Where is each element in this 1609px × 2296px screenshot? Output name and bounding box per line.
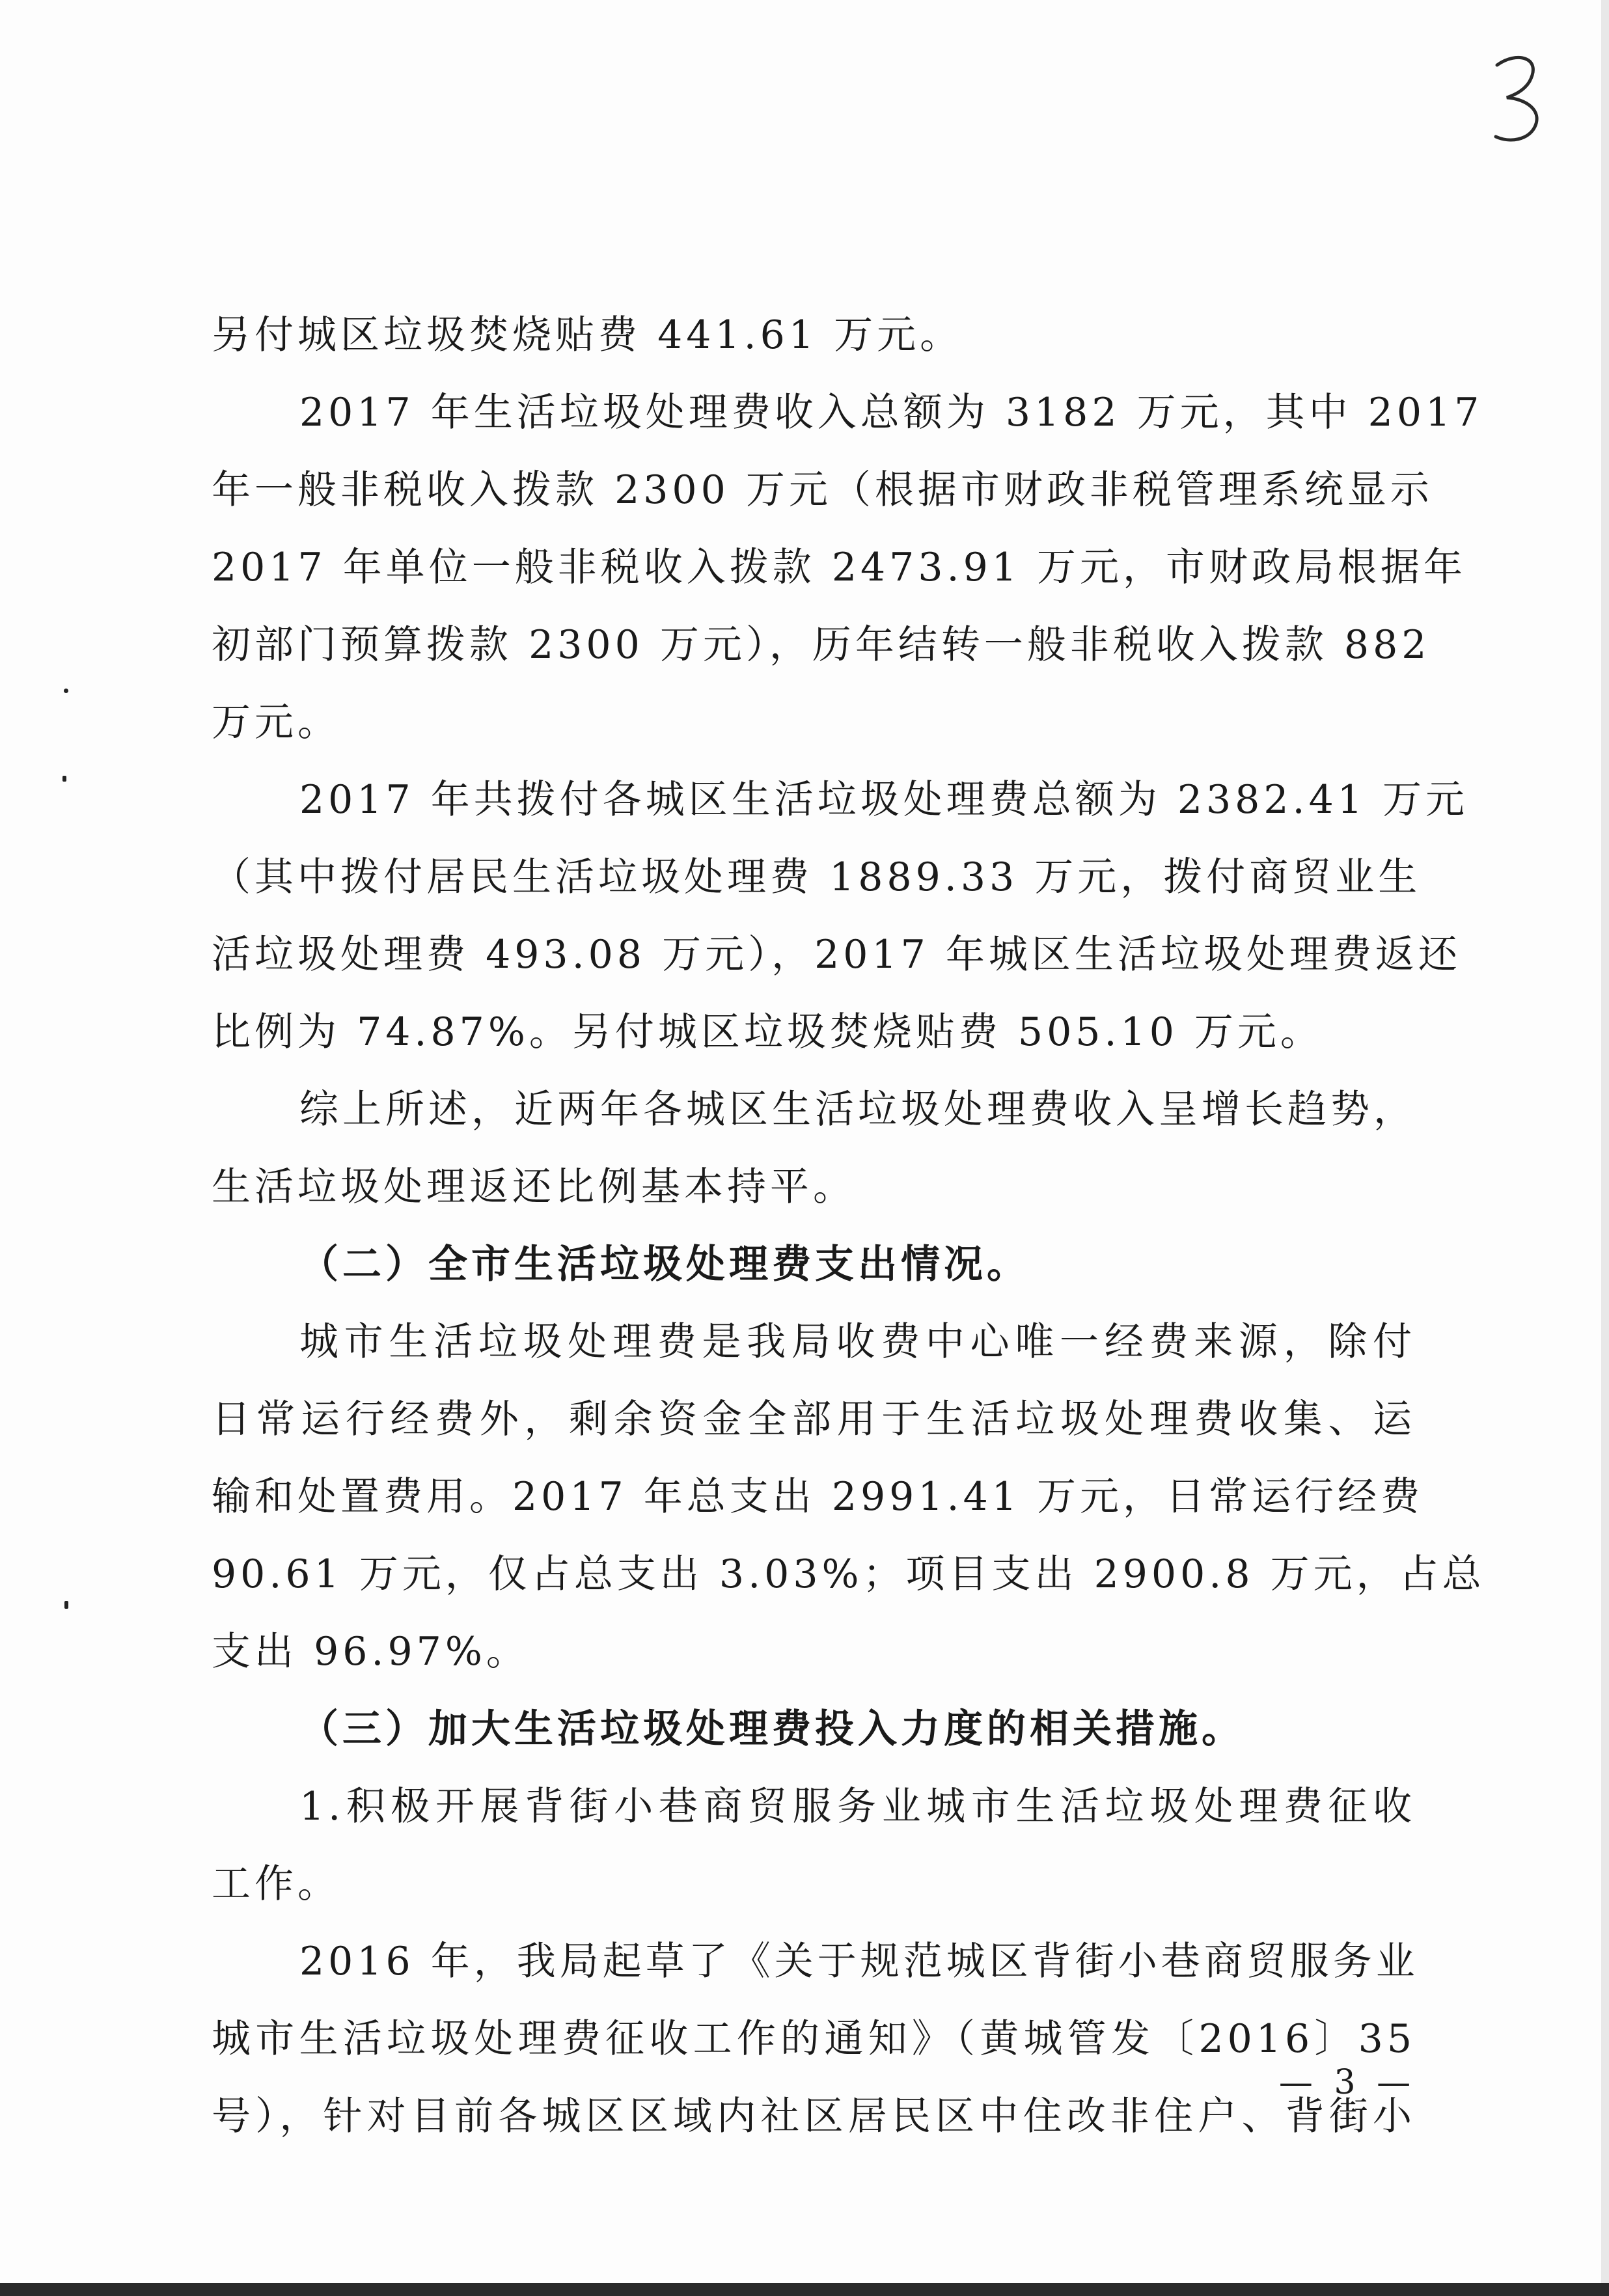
page-number: — 3 — — [1278, 2063, 1416, 2102]
paragraph-line: 2017 年生活垃圾处理费收入总额为 3182 万元，其中 2017 — [299, 390, 1483, 435]
paragraph-line: 比例为 74.87%。另付城区垃圾焚烧贴费 505.10 万元。 — [212, 1009, 1323, 1055]
paragraph-line: 日常运行经费外，剩余资金全部用于生活垃圾处理费收集、运 — [212, 1397, 1416, 1442]
paragraph-line: 输和处置费用。2017 年总支出 2991.41 万元，日常运行经费 — [212, 1474, 1424, 1520]
paragraph-line: （其中拨付居民生活垃圾处理费 1889.33 万元，拨付商贸业生 — [212, 854, 1422, 900]
paragraph-line: 另付城区垃圾焚烧贴费 441.61 万元。 — [212, 312, 963, 358]
scan-speck — [64, 689, 68, 693]
paragraph-line: 号），针对目前各城区区域内社区居民区中住改非住户、背街小 — [212, 2094, 1416, 2139]
paragraph-line: 2016 年，我局起草了《关于规范城区背街小巷商贸服务业 — [299, 1939, 1419, 1984]
paragraph-line: 万元。 — [212, 700, 340, 745]
paragraph-line: 活垃圾处理费 493.08 万元），2017 年城区生活垃圾处理费返还 — [212, 932, 1461, 977]
paragraph-line: 初部门预算拨款 2300 万元），历年结转一般非税收入拨款 882 — [212, 622, 1431, 668]
paragraph-line: 工作。 — [212, 1861, 340, 1907]
paragraph-line: 城市生活垃圾处理费是我局收费中心唯一经费来源，除付 — [299, 1319, 1416, 1365]
section-heading: （三）加大生活垃圾处理费投入力度的相关措施。 — [299, 1706, 1245, 1752]
handwritten-page-mark — [1478, 46, 1556, 150]
paragraph-line: 综上所述，近两年各城区生活垃圾处理费收入呈增长趋势， — [299, 1087, 1416, 1132]
document-body — [212, 297, 1485, 2155]
scan-edge-bottom — [0, 2283, 1609, 2296]
paragraph-line: 1.积极开展背街小巷商贸服务业城市生活垃圾处理费征收 — [299, 1784, 1416, 1829]
paragraph-line: 2017 年单位一般非税收入拨款 2473.91 万元，市财政局根据年 — [212, 545, 1467, 590]
scan-edge-right — [1601, 0, 1609, 2296]
section-heading: （二）全市生活垃圾处理费支出情况。 — [299, 1242, 1030, 1287]
scan-speck — [64, 1601, 68, 1609]
paragraph-line: 支出 96.97%。 — [212, 1629, 529, 1674]
paragraph-line: 生活垃圾处理返还比例基本持平。 — [212, 1164, 856, 1210]
paragraph-line: 90.61 万元，仅占总支出 3.03%；项目支出 2900.8 万元，占总 — [212, 1551, 1485, 1597]
paragraph-line: 城市生活垃圾处理费征收工作的通知》（黄城管发〔2016〕35 — [212, 2016, 1416, 2062]
scan-speck — [62, 776, 66, 782]
paragraph-line: 2017 年共拨付各城区生活垃圾处理费总额为 2382.41 万元 — [299, 777, 1469, 823]
paragraph-line: 年一般非税收入拨款 2300 万元（根据市财政非税管理系统显示 — [212, 467, 1433, 513]
